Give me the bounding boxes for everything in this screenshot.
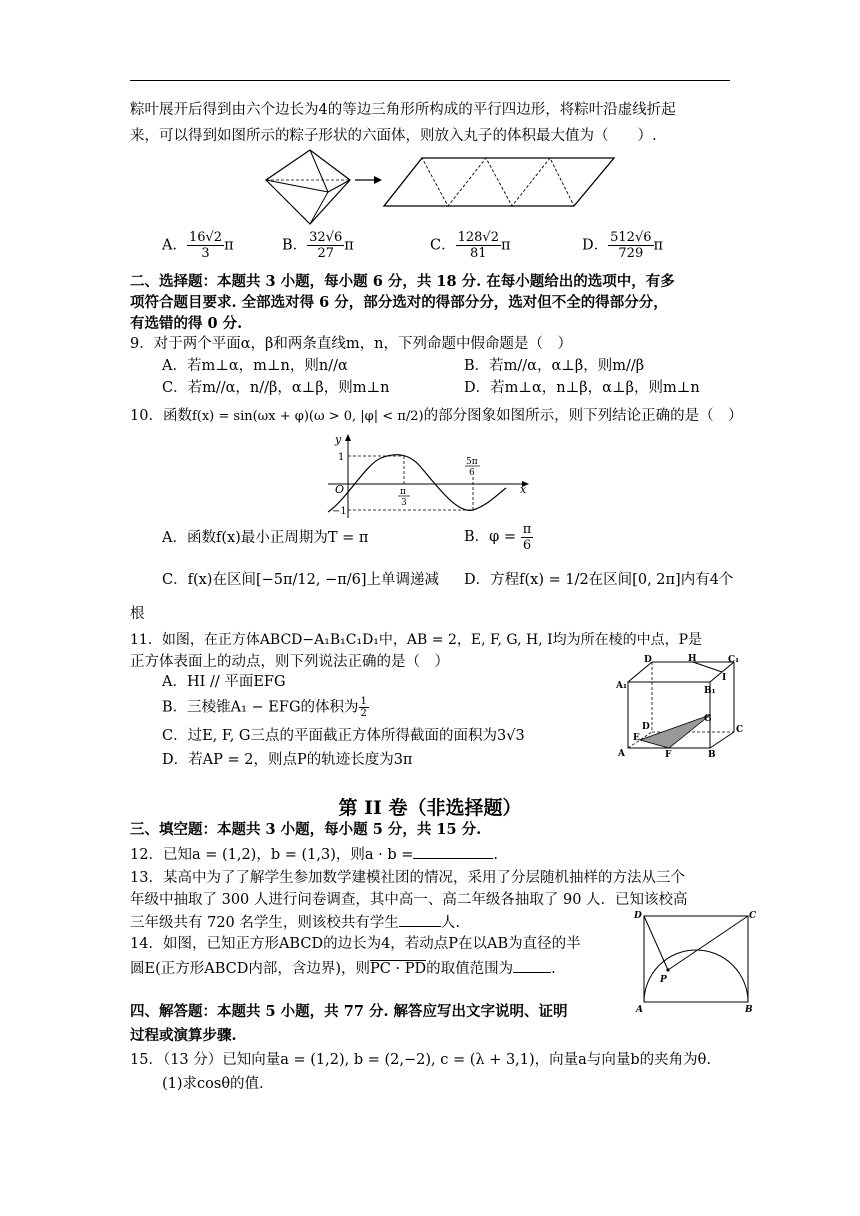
graph-tick2-den: 6 [469,468,475,478]
fig-label-b: B [745,1005,753,1014]
section3-title: 三、填空题：本题共 3 小题，每小题 5 分，共 15 分. [130,821,482,838]
graph-y-max: 1 [338,452,345,463]
section2-line2: 项符合题目要求. 全部选对得 6 分，部分选对的得部分分，选对但不全的得部分分， [130,294,668,311]
cube-label-h: H [688,654,697,664]
q8-option-a[interactable]: A． $\frac{16√2}{3}$ π [162,230,234,261]
cube-label-d1: D [644,655,652,665]
q11-line1: 11．如图，在正方体ABCD−A₁B₁C₁D₁中，AB = 2，E, F, G, H, I均为所在棱的中点，P是 [130,632,703,648]
q15-part1: (1)求cosθ的值. [162,1076,264,1092]
q13-answer-blank[interactable] [399,912,441,927]
fig-label-p: P [660,975,667,985]
q11-line2: 正方体表面上的动点，则下列说法正确的是（ ） [130,654,449,670]
q15-stem: 15．（13 分）已知向量a = (1,2), b = (2,−2), c = (λ + 3,1)，向量a与向量b的夹角为θ. [130,1052,711,1068]
graph-tick1-den: 3 [401,498,407,508]
q12: 12．已知a = (1,2)，b = (1,3)，则a · b = . [130,844,498,865]
zongzi-figure [262,148,732,228]
section4-line2: 过程或演算步骤. [130,1027,237,1044]
cube-label-i: I [722,673,727,683]
graph-x-label: x [520,483,527,496]
q8-option-b[interactable]: B． $\frac{32√6}{27}$ π [282,230,354,261]
graph-tick2-num: 5π [466,457,478,467]
cube-label-a: A [618,749,625,758]
q13-line1: 13．某高中为了了解学生参加数学建模社团的情况，采用了分层随机抽样的方法从三个 [130,870,685,886]
fig-label-c: C [749,911,756,921]
q14-line1: 14．如图，已知正方形ABCD的边长为4，若动点P在以AB为直径的半 [130,936,581,952]
q14-line2: 圆E(正方形ABCD内部，含边界)，则PC · PD的取值范围为 . [130,958,556,979]
q8-line1: 粽叶展开后得到由六个边长为4的等边三角形所构成的平行四边形，将粽叶沿虚线折起 [130,102,676,118]
graph-y-min: −1 [332,506,347,517]
q9-option-b[interactable]: B．若m//α，α⊥β，则m//β [464,358,645,374]
sine-graph [326,434,530,520]
q10-option-c[interactable]: C．f(x)在区间[−5π/12, −π/6]上单调递减 [162,572,440,588]
q13-line3: 三年级共有 720 名学生，则该校共有学生 人. [130,912,460,933]
cube-label-f: F [665,750,672,758]
q14-answer-blank[interactable] [513,958,551,973]
q10-option-b[interactable]: B．φ = $\frac{\pi}{6}$ [464,521,532,553]
cube-label-g: G [704,714,712,724]
cube-label-b1: B₁ [704,686,716,696]
q8-options [162,230,762,270]
q11-option-d[interactable]: D．若AP = 2，则点P的轨迹长度为3π [162,752,413,768]
graph-y-label: y [335,434,342,446]
q11-option-b[interactable]: B．三棱锥A₁ − EFG的体积为 $\frac{1}{2}$ [162,696,367,719]
part2-title: 第 II 卷（非选择题） [338,797,522,819]
cube-label-b: B [708,750,716,758]
q9-stem: 9．对于两个平面α，β和两条直线m，n，下列命题中假命题是（ ） [130,336,572,352]
q9-option-c[interactable]: C．若m//α，n//β，α⊥β，则m⊥n [162,380,390,396]
fig-label-d: D [634,911,642,921]
section2-line1: 二、选择题：本题共 3 小题，每小题 6 分，共 18 分. 在每小题给出的选项中，有多 [130,273,675,290]
fig-label-a: A [636,1005,643,1014]
q9-option-a[interactable]: A．若m⊥α，m⊥n，则n//α [162,358,348,374]
q10-option-d[interactable]: D．方程f(x) = 1/2在区间[0, 2π]内有4个 [464,572,734,588]
top-rule [130,80,730,81]
square-semicircle-figure [632,908,756,1014]
cube-label-c: C [736,725,744,735]
cube-figure [616,652,746,758]
q12-answer-blank[interactable] [413,844,493,859]
q8-line2: 来，可以得到如图所示的粽子形状的六面体，则放入丸子的体积最大值为（ ）. [130,128,657,144]
q10-stem: 10．函数f(x) = sin(ωx + φ)(ω > 0, |φ| < π/2)的部分图象如图所示，则下列结论正确的是（ ） [130,408,743,424]
q10-option-d-cont: 根 [130,606,145,622]
cube-label-d: D [642,722,650,732]
section2-line3: 有选错的得 0 分. [130,315,243,332]
q8-option-d[interactable]: D． $\frac{512√6}{729}$ π [582,230,664,261]
q13-line2: 年级中抽取了 300 人进行问卷调查，其中高一、高二年级各抽取了 90 人．已知该校高 [130,892,688,908]
cube-label-c1: C₁ [728,655,740,665]
section4-line1: 四、解答题：本题共 5 小题，共 77 分. 解答应写出文字说明、证明 [130,1003,568,1020]
q11-option-c[interactable]: C．过E, F, G三点的平面截正方体所得截面的面积为3√3 [162,728,525,744]
cube-label-a1: A₁ [616,681,627,691]
graph-tick1-num: π [400,487,406,497]
cube-label-e: E [633,733,640,743]
q10-option-a[interactable]: A．函数f(x)最小正周期为T = π [162,530,369,546]
q8-option-c[interactable]: C． $\frac{128√2}{81}$ π [430,230,511,261]
q9-option-d[interactable]: D．若m⊥α，n⊥β，α⊥β，则m⊥n [464,380,700,396]
q11-option-a[interactable]: A．HI // 平面EFG [162,674,286,690]
graph-origin: O [335,483,345,496]
